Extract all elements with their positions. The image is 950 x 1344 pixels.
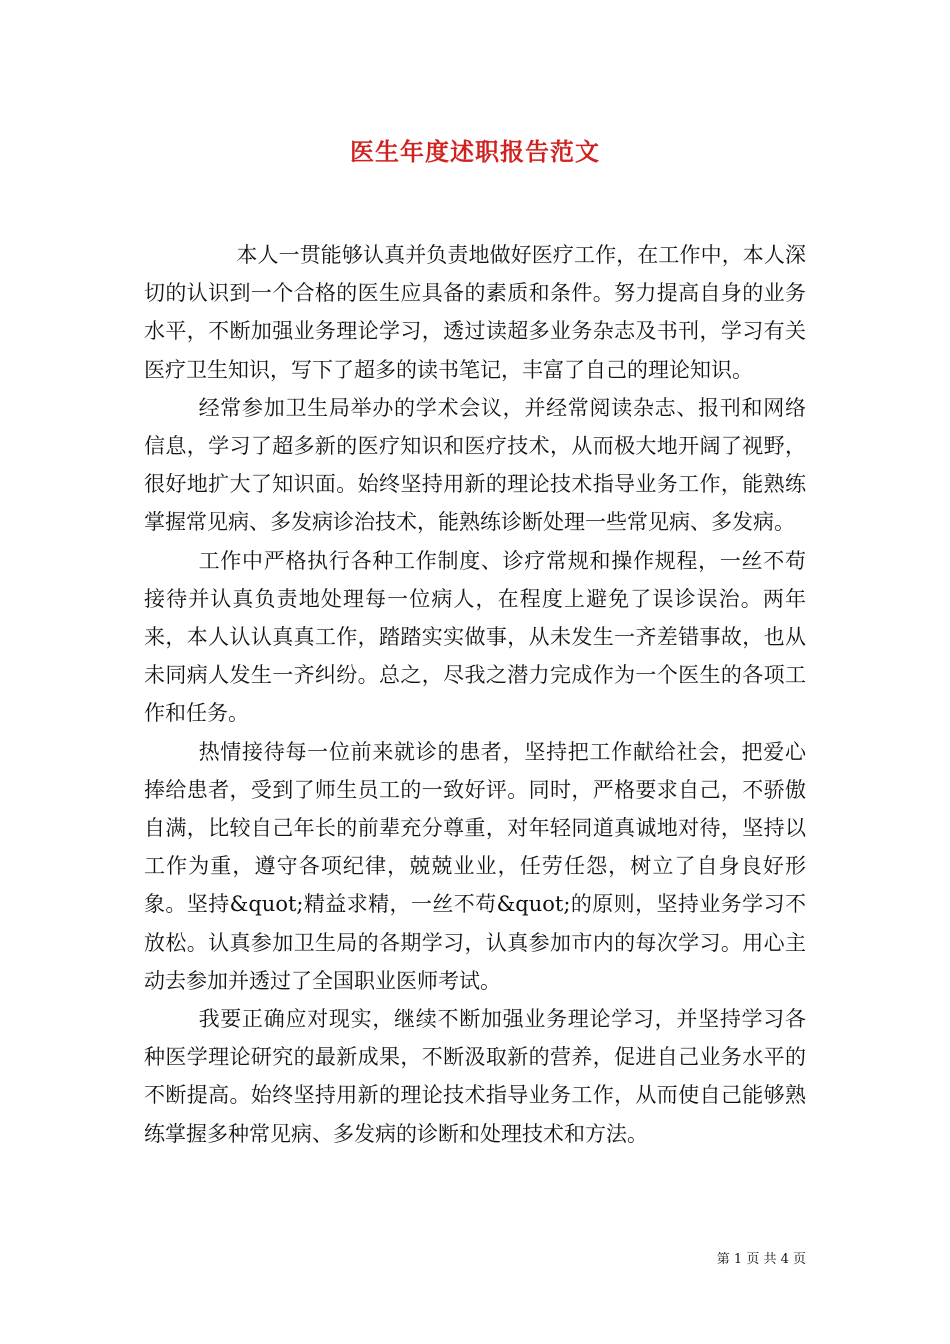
document-body [144,236,806,1153]
paragraph-5: 我要正确应对现实，继续不断加强业务理论学习，并坚持学习各种医学理论研究的最新成果，不断汲取新的营养，促进自己业务水平的不断提高。始终坚持用新的理论技术指导业务工作，从而使自己能够熟练掌握多种常见病、多发病的诊断和处理技术和方法。 [144,1007,806,1146]
document-title: 医生年度述职报告范文 [350,137,600,166]
paragraph-1: 本人一贯能够认真并负责地做好医疗工作，在工作中，本人深切的认识到一个合格的医生应具备的素质和条件。努力提高自身的业务水平，不断加强业务理论学习，透过读超多业务杂志及书刊，学习有关医疗卫生知识，写下了超多的读书笔记，丰富了自己的理论知识。 [144,243,806,382]
paragraph-3: 工作中严格执行各种工作制度、诊疗常规和操作规程，一丝不苟接待并认真负责地处理每一位病人，在程度上避免了误诊误治。两年来，本人认认真真工作，踏踏实实做事，从未发生一齐差错事故，也从未同病人发生一齐纠纷。总之，尽我之潜力完成作为一个医生的各项工作和任务。 [144,548,806,726]
paragraph-4: 热情接待每一位前来就诊的患者，坚持把工作献给社会，把爱心捧给患者，受到了师生员工的一致好评。同时，严格要求自己，不骄傲自满，比较自己年长的前辈充分尊重，对年轻同道真诚地对待，坚持以工作为重，遵守各项纪律，兢兢业业，任劳任怨，树立了自身良好形象。坚持&quot;精益求精，一丝不苟&quot;的原则，坚持业务学习不放松。认真参加卫生局的各期学习，认真参加市内的每次学习。用心主动去参加并透过了全国职业医师考试。 [144,739,806,993]
paragraph-2: 经常参加卫生局举办的学术会议，并经常阅读杂志、报刊和网络信息，学习了超多新的医疗知识和医疗技术，从而极大地开阔了视野，很好地扩大了知识面。始终坚持用新的理论技术指导业务工作，能熟练掌握常见病、多发病诊治技术，能熟练诊断处理一些常见病、多发病。 [144,395,806,535]
page-number-footer: 第 1 页 共 4 页 [716,1252,806,1267]
